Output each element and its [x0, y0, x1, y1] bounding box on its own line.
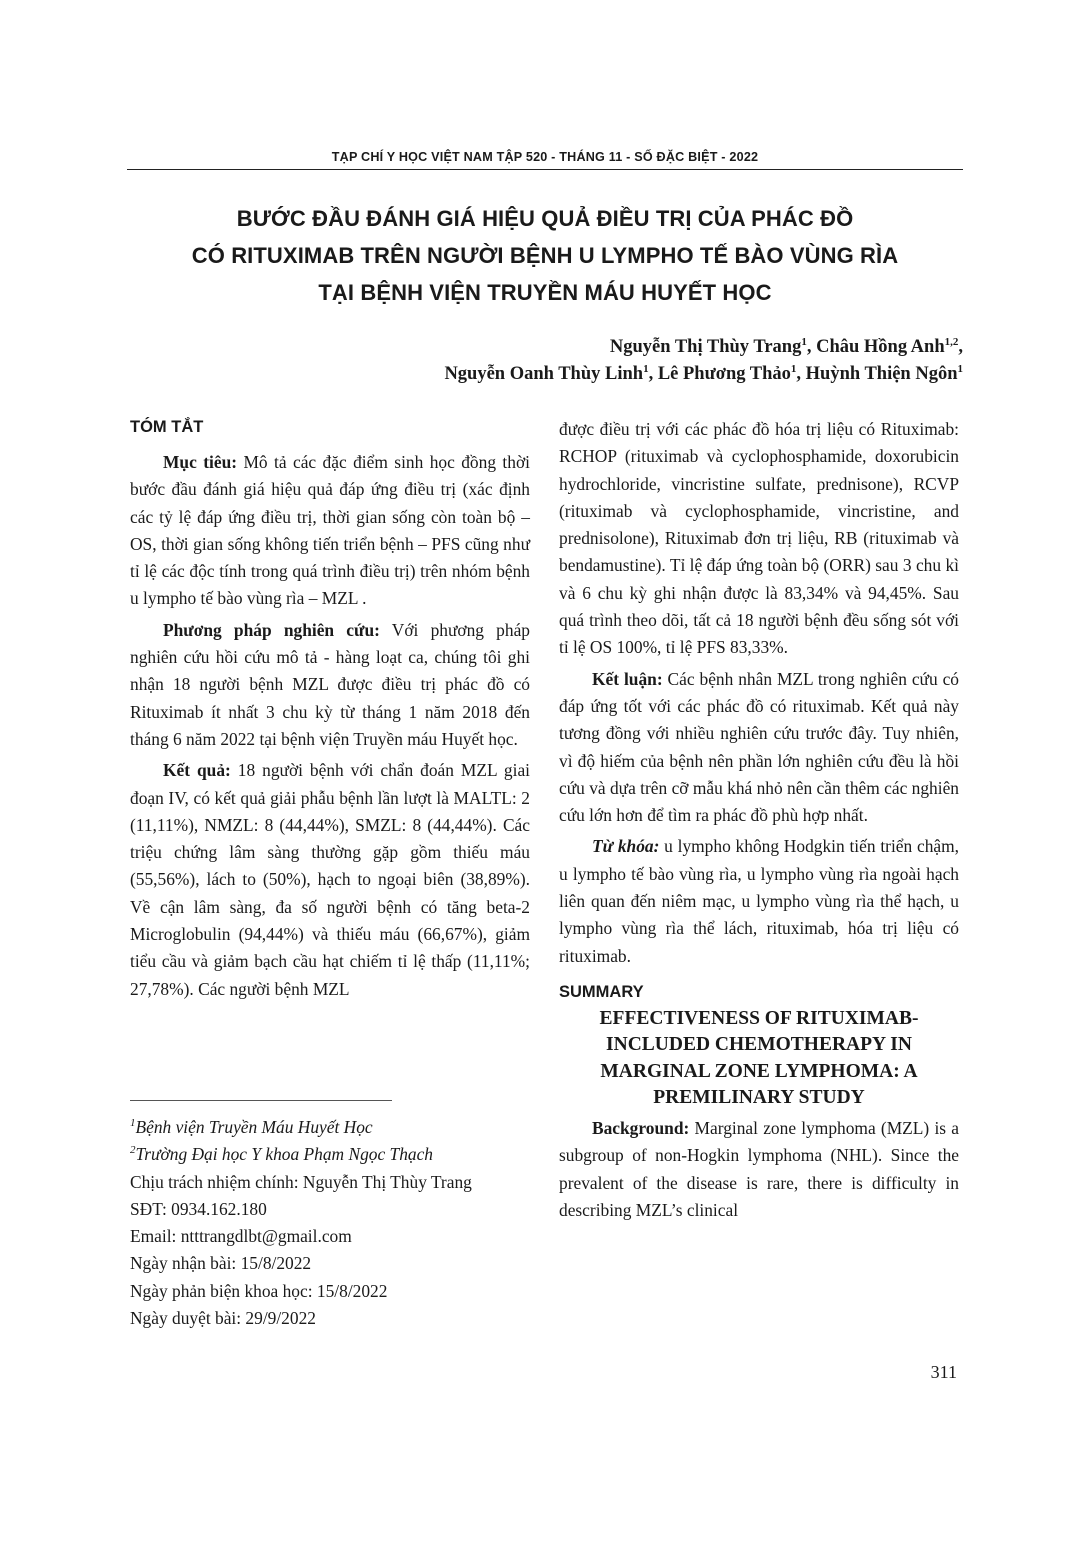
affiliation-1 [130, 1114, 550, 1141]
methods-label: Phương pháp nghiên cứu: [163, 619, 380, 640]
results-label: Kết quả: [163, 760, 231, 781]
objective-text: Mô tả các đặc điểm sinh học đồng thời bước đầu đánh giá hiệu quả đáp ứng điều trị (xác định các tỷ lệ đáp ứng điều trị, thời gian sống còn toàn bộ – OS, thời gian sống không tiến triển bệnh – PFS cũng như tỉ lệ các độc tính trong quá trình điều trị) trên nhóm bệnh u lympho tế bào vùng rìa – MZL . [130, 452, 530, 609]
author-name: Huỳnh Thiện Ngôn [805, 364, 958, 384]
author-affiliation: 1 [801, 335, 807, 348]
title-line-3: TẠI BỆNH VIỆN TRUYỀN MÁU HUYẾT HỌC [318, 280, 772, 305]
keywords-paragraph [559, 833, 959, 969]
affiliation-2 [130, 1141, 550, 1168]
title-line-2: CÓ RITUXIMAB TRÊN NGƯỜI BỆNH U LYMPHO TẾ BÀO VÙNG RÌA [191, 243, 899, 268]
author-name: Nguyễn Oanh Thùy Linh [444, 364, 644, 384]
objective-paragraph [130, 449, 530, 613]
author-name: Lê Phương Thảo [657, 364, 791, 384]
author-line-1: Nguyễn Thị Thùy Trang$^1$, Châu Hồng Anh$^{1,2}$, [609, 335, 963, 357]
left-column [130, 413, 530, 1003]
english-title-line-1: EFFECTIVENESS OF RITUXIMAB- [599, 1007, 919, 1029]
title-line-1: BƯỚC ĐẦU ĐÁNH GIÁ HIỆU QUẢ ĐIỀU TRỊ CỦA PHÁC ĐỒ [236, 206, 854, 231]
date-reviewed: Ngày phản biện khoa học: 15/8/2022 [130, 1280, 388, 1301]
keywords-text: u lympho không Hodgkin tiến triển chậm, u lympho tế bào vùng rìa, u lympho vùng rìa ngoài hạch liên quan đến niêm mạc, u lympho vùng rìa thể hạch, u lympho vùng rìa thể lách, rituximab, hóa trị liệu có rituximab. [559, 836, 959, 966]
affiliation-text: Trường Đại học Y khoa Phạm Ngọc Thạch [135, 1144, 433, 1165]
article-title [127, 200, 963, 311]
corresponding-author: Chịu trách nhiệm chính: Nguyễn Thị Thùy Trang [130, 1171, 472, 1192]
author-affiliation: 1,2 [944, 335, 959, 348]
results-continued: được điều trị với các phác đồ hóa trị liệu có Rituximab: RCHOP (rituximab và cyclophosphamide, doxorubicin hydrochloride, vincristine sulfate, prednisone), RCVP (rituximab và cyclophosphamide, vincristine, and prednisolone), Rituximab đơn trị liệu, RB (rituximab và bendamustine). Tỉ lệ đáp ứng toàn bộ (ORR) sau 3 chu kì và 6 chu kỳ ghi nhận được là 83,34% và 94,45%. Sau quá trình theo dõi, tất cả 18 người bệnh đều sống sót với tỉ lệ OS 100%, tỉ lệ PFS 83,33%. [559, 419, 959, 658]
methods-text: Với phương pháp nghiên cứu hồi cứu mô tả - hàng loạt ca, chúng tôi ghi nhận 18 người bệnh MZL được điều trị phác đồ có Rituximab ít nhất 3 chu kỳ từ tháng 1 năm 2018 đến tháng 6 năm 2022 tại bệnh viện Truyền máu Huyết học. [130, 619, 530, 749]
objective-label: Mục tiêu: [163, 452, 238, 472]
header-rule [127, 169, 963, 170]
background-text: Marginal zone lymphoma (MZL) is a subgroup of non-Hogkin lymphoma (NHL). Since the prevalent of the disease is rare, there is difficulty in describing MZL’s clinical [559, 1117, 959, 1220]
background-paragraph [559, 1115, 959, 1224]
english-title-line-4: PREMILINARY STUDY [653, 1087, 865, 1109]
date-approved: Ngày duyệt bài: 29/9/2022 [130, 1308, 316, 1329]
author-name: Châu Hồng Anh [816, 337, 945, 357]
english-title [559, 1006, 959, 1112]
author-affiliation: 1 [957, 362, 963, 375]
conclusion-text: Các bệnh nhân MZL trong nghiên cứu có đáp ứng tốt với các phác đồ có rituximab. Kết quả này tương đồng với nhiều nghiên cứu trước đây. Tuy nhiên, vì độ hiếm của bệnh nên phần lớn nghiên cứu đều là hồi cứu và dựa trên cỡ mẫu khá nhỏ nên cần thêm các nghiên cứu lớn hơn để tìm ra phác đồ phù hợp nhất. [559, 668, 959, 826]
author-list [263, 334, 963, 388]
author-line-2: Nguyễn Oanh Thùy Linh$^1$, Lê Phương Thảo$^1$, Huỳnh Thiện Ngôn$^1$ [444, 362, 963, 384]
affiliation-marker: 1 [130, 1117, 136, 1130]
email-address: Email: ntttrangdlbt@gmail.com [130, 1226, 352, 1247]
english-title-line-3: MARGINAL ZONE LYMPHOMA: A [600, 1060, 918, 1082]
journal-header: TẠP CHÍ Y HỌC VIỆT NAM TẬP 520 - THÁNG 11 - SỐ ĐẶC BIỆT - 2022 [331, 150, 759, 164]
right-column [559, 416, 959, 1224]
author-affiliation: 1 [790, 362, 797, 375]
page-number: 311 [930, 1362, 957, 1382]
phone-number: SĐT: 0934.162.180 [130, 1198, 267, 1219]
footnote-rule [130, 1100, 392, 1101]
abstract-heading: TÓM TẮT [130, 418, 204, 436]
background-label: Background: [592, 1117, 690, 1138]
author-affiliation: 1 [643, 362, 649, 375]
date-received: Ngày nhận bài: 15/8/2022 [130, 1253, 312, 1274]
english-title-line-2: INCLUDED CHEMOTHERAPY IN [606, 1034, 912, 1056]
conclusion-label: Kết luận: [592, 668, 663, 689]
keywords-label: Từ khóa: [592, 836, 660, 857]
affiliation-text: Bệnh viện Truyền Máu Huyết Học [135, 1117, 373, 1137]
methods-paragraph [130, 617, 530, 753]
author-name: Nguyễn Thị Thùy Trang [609, 337, 802, 357]
conclusion-paragraph [559, 666, 959, 830]
results-text: 18 người bệnh với chẩn đoán MZL giai đoạn IV, có kết quả giải phẫu bệnh lần lượt là MALTL: 2 (11,11%), NMZL: 8 (44,44%), SMZL: 8 (44,44%). Các triệu chứng lâm sàng thường gặp gồm thiếu máu (55,56%), lách to (50%), hạch to ngoại biên (38,89%). Về cận lâm sàng, đa số người bệnh có tăng beta-2 Microglobulin (94,44%) và thiếu máu (66,67%), giảm tiểu cầu và giảm bạch cầu hạt chiếm tỉ lệ thấp (11,11%; 27,78%). Các người bệnh MZL [130, 760, 530, 999]
summary-heading: SUMMARY [559, 982, 644, 1001]
results-paragraph [130, 757, 530, 1003]
affiliation-marker: 2 [130, 1144, 136, 1157]
footnotes [130, 1114, 550, 1332]
